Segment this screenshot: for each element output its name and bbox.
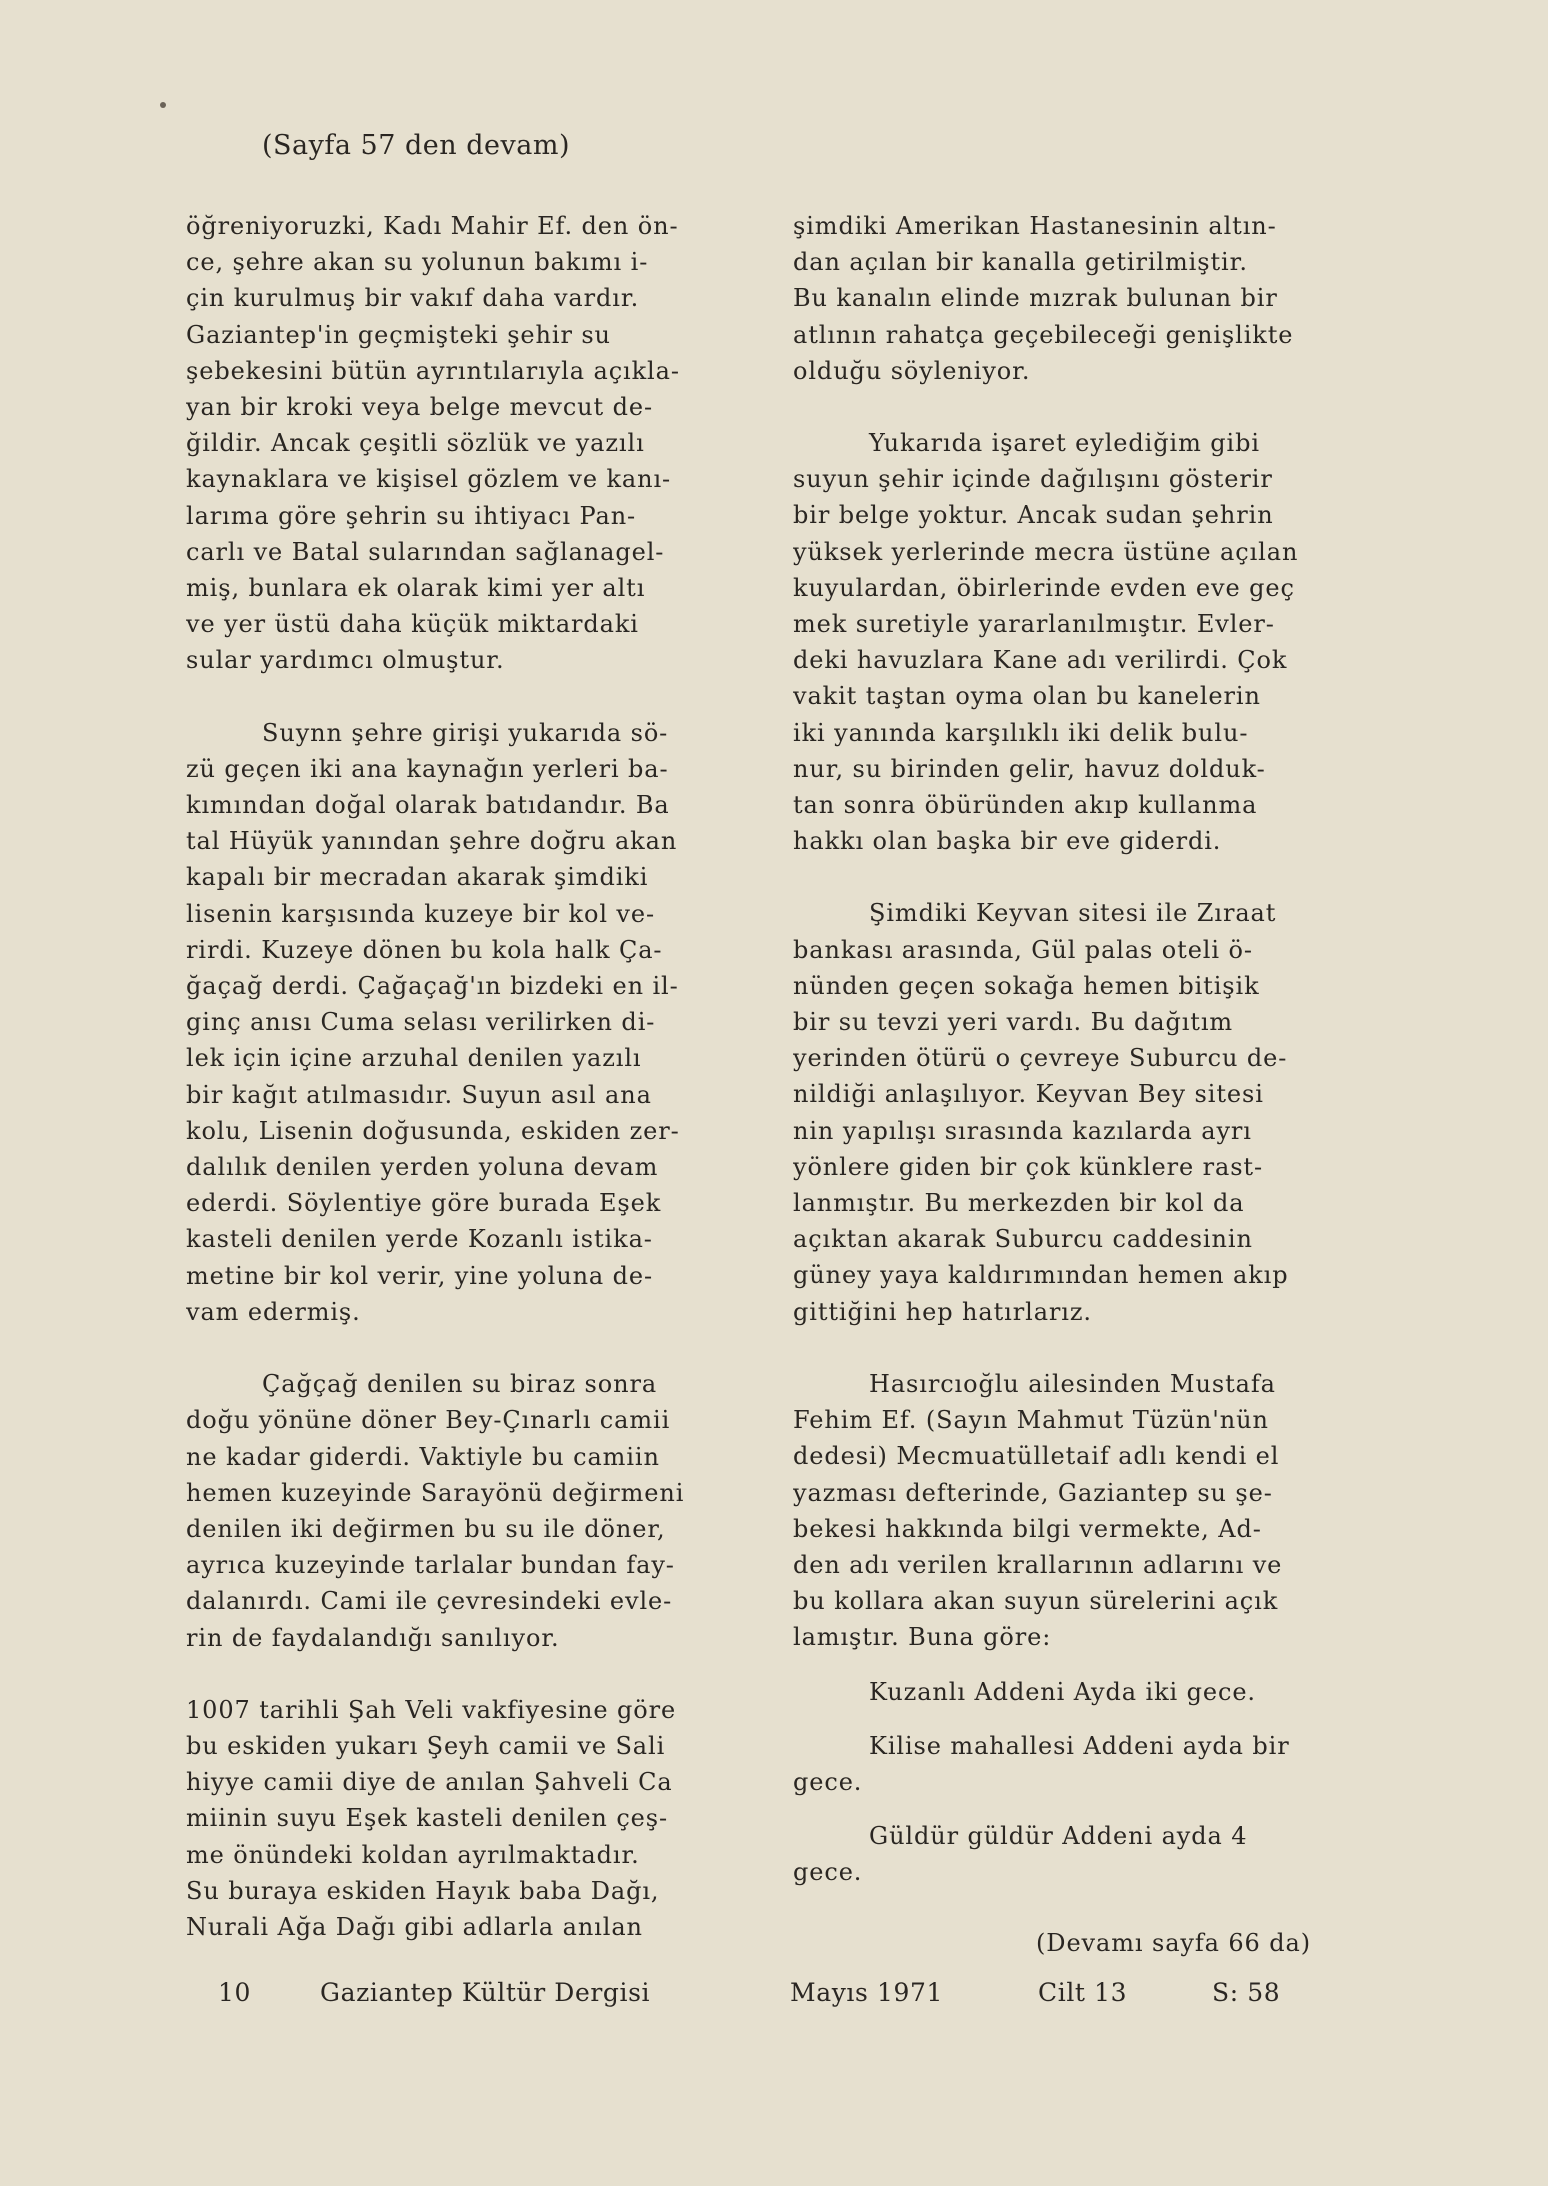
ink-speck [160,102,166,108]
text-line: lek için içine arzuhal denilen yazılı [186,1044,642,1073]
text-line: ğildir. Ancak çeşitli sözlük ve yazılı [186,429,645,458]
text-line: çin kurulmuş bir vakıf daha vardır. [186,284,640,313]
text-line: kuyulardan, öbirlerinde evden eve geç [793,573,1295,602]
text-line: vam edermiş. [186,1297,361,1326]
list-item [793,1674,1371,1710]
paragraph [186,1692,761,1945]
page-footer [0,1978,1548,2018]
text-line: Suynn şehre girişi yukarıda sö- [262,718,669,747]
list-item [793,1818,1371,1890]
right-paragraphs [793,208,1371,1656]
text-line: kaynaklara ve kişisel gözlem ve kanı- [186,465,672,494]
left-column [186,208,761,1945]
text-line: lanmıştır. Bu merkezden bir kol da [793,1189,1245,1218]
text-line: olduğu söyleniyor. [793,356,1031,385]
text-line: tal Hüyük yanından şehre doğru akan [186,827,678,856]
text-line: Nurali Ağa Dağı gibi adlarla anılan [186,1912,643,1941]
text-line: bu kollara akan suyun sürelerini açık [793,1587,1279,1616]
text-line: tan sonra öbüründen akıp kullanma [793,791,1258,820]
text-line: yönlere giden bir çok künklere rast- [793,1152,1263,1181]
continuation-note: (Devamı sayfa 66 da) [1036,1928,1311,1957]
text-line: dan açılan bir kanalla getirilmiştir. [793,248,1248,277]
adden-list [793,1674,1371,1891]
text-line: açıktan akarak Suburcu caddesinin [793,1225,1253,1254]
text-line: dalanırdı. Cami ile çevresindeki evle- [186,1587,673,1616]
text-line: miinin suyu Eşek kasteli denilen çeş- [186,1804,668,1833]
text-line: sular yardımcı olmuştur. [186,646,505,675]
text-line: Bu kanalın elinde mızrak bulunan bir [793,284,1278,313]
text-line: nin yapılışı sırasında kazılarda ayrı [793,1116,1252,1145]
footer-volume: Cilt 13 [1038,1978,1128,2007]
text-line: Çağçağ denilen su biraz sonra [262,1370,658,1399]
paragraph [793,1366,1371,1656]
list-item-text: Kilise mahallesi Addeni ayda bir [869,1731,1290,1760]
text-line: vakit taştan oyma olan bu kanelerin [793,682,1261,711]
footer-page-number: 10 [218,1978,252,2007]
text-line: şimdiki Amerikan Hastanesinin altın- [793,212,1277,240]
text-line: larıma göre şehrin su ihtiyacı Pan- [186,501,637,530]
text-line: Yukarıda işaret eylediğim gibi [869,429,1260,458]
text-line: güney yaya kaldırımından hemen akıp [793,1261,1289,1290]
text-line: yazması defterinde, Gaziantep su şe- [793,1478,1273,1507]
text-line: ederdi. Söylentiye göre burada Eşek [186,1189,662,1218]
text-line: zü geçen iki ana kaynağın yerleri ba- [186,754,669,783]
text-line: şebekesini bütün ayrıntılarıyla açıkla- [186,356,680,385]
list-item-continuation: gece. [793,1767,863,1796]
text-line: Hasırcıoğlu ailesinden Mustafa [869,1369,1276,1398]
text-line: rin de faydalandığı sanılıyor. [186,1623,560,1652]
text-line: yerinden ötürü o çevreye Suburcu de- [793,1044,1288,1073]
paragraph [793,425,1371,859]
right-column [793,208,1371,1961]
text-line: bu eskiden yukarı Şeyh camii ve Sali [186,1731,666,1760]
text-line: yan bir kroki veya belge mevcut de- [186,393,653,422]
text-line: lisenin karşısında kuzeye bir kol ve- [186,899,656,928]
text-line: kapalı bir mecradan akarak şimdiki [186,863,649,892]
text-line: nur, su birinden gelir, havuz dolduk- [793,754,1266,783]
text-line: ğaçağ derdi. Çağaçağ'ın bizdeki en il- [186,972,679,1001]
text-line: Şimdiki Keyvan sitesi ile Zıraat [869,899,1277,928]
text-line: doğu yönüne döner Bey-Çınarlı camii [186,1406,671,1435]
text-line: ginç anısı Cuma selası verilirken di- [186,1008,656,1037]
list-item-text: Güldür güldür Addeni ayda 4 [869,1822,1248,1851]
list-item [793,1728,1371,1800]
text-line: hemen kuzeyinde Sarayönü değirmeni [186,1478,685,1507]
footer-journal-name: Gaziantep Kültür Dergisi [320,1978,651,2007]
list-item-text: Kuzanlı Addeni Ayda iki gece. [869,1677,1256,1706]
text-line: ayrıca kuzeyinde tarlalar bundan fay- [186,1551,675,1580]
text-line: atlının rahatça geçebileceği genişlikte [793,320,1294,349]
text-line: hiyye camii diye de anılan Şahveli Ca [186,1768,673,1797]
text-line: öğreniyoruzki, Kadı Mahir Ef. den ön- [186,212,679,240]
text-line: dalılık denilen yerden yoluna devam [186,1153,659,1182]
text-line: yüksek yerlerinde mecra üstüne açılan [793,537,1299,566]
paragraph [186,1366,761,1656]
paragraph [793,895,1371,1329]
text-line: bir kağıt atılmasıdır. Suyun asıl ana [186,1080,652,1109]
text-line: ve yer üstü daha küçük miktardaki [186,610,639,639]
paragraph [186,715,761,1330]
text-line: metine bir kol verir, yine yoluna de- [186,1261,654,1290]
text-line: Gaziantep'in geçmişteki şehir su [186,320,611,349]
text-line: kolu, Lisenin doğusunda, eskiden zer- [186,1116,680,1145]
footer-issue: S: 58 [1212,1978,1281,2007]
paragraph [186,208,761,679]
text-line: bankası arasında, Gül palas oteli ö- [793,935,1253,964]
text-line: kımından doğal olarak batıdandır. Ba [186,791,670,820]
text-line: me önündeki koldan ayrılmaktadır. [186,1840,640,1869]
text-line: kasteli denilen yerde Kozanlı istika- [186,1225,653,1254]
continuation-header: (Sayfa 57 den devam) [262,130,570,161]
text-line: 1007 tarihli Şah Veli vakfiyesine göre [186,1695,677,1724]
text-line: nildiği anlaşılıyor. Keyvan Bey sitesi [793,1080,1264,1109]
text-line: ne kadar giderdi. Vaktiyle bu camiin [186,1442,660,1471]
text-line: carlı ve Batal sularından sağlanagel- [186,537,665,566]
text-line: hakkı olan başka bir eve giderdi. [793,827,1222,856]
text-line: den adı verilen krallarının adlarını ve [793,1550,1283,1579]
text-line: nünden geçen sokağa hemen bitişik [793,971,1260,1000]
text-line: denilen iki değirmen bu su ile döner, [186,1514,666,1543]
text-line: suyun şehir içinde dağılışını gösterir [793,465,1273,494]
text-line: bir belge yoktur. Ancak sudan şehrin [793,501,1274,530]
text-line: Fehim Ef. (Sayın Mahmut Tüzün'nün [793,1406,1269,1435]
text-line: bekesi hakkında bilgi vermekte, Ad- [793,1514,1262,1543]
text-line: gittiğini hep hatırlarız. [793,1297,1092,1326]
text-line: Su buraya eskiden Hayık baba Dağı, [186,1876,660,1905]
footer-date: Mayıs 1971 [790,1978,944,2007]
text-line: mek suretiyle yararlanılmıştır. Evler- [793,610,1275,639]
text-line: rirdi. Kuzeye dönen bu kola halk Ça- [186,935,663,964]
text-line: ce, şehre akan su yolunun bakımı i- [186,248,649,277]
text-line: lamıştır. Buna göre: [793,1623,1052,1652]
list-item-continuation: gece. [793,1858,863,1887]
paragraph [793,208,1371,389]
text-line: dedesi) Mecmuatülletaif adlı kendi el [793,1442,1280,1471]
text-line: miş, bunlara ek olarak kimi yer altı [186,574,646,603]
text-line: bir su tevzi yeri vardı. Bu dağıtım [793,1008,1234,1037]
text-line: iki yanında karşılıklı iki delik bulu- [793,718,1249,747]
text-line: deki havuzlara Kane adı verilirdi. Çok [793,646,1288,675]
